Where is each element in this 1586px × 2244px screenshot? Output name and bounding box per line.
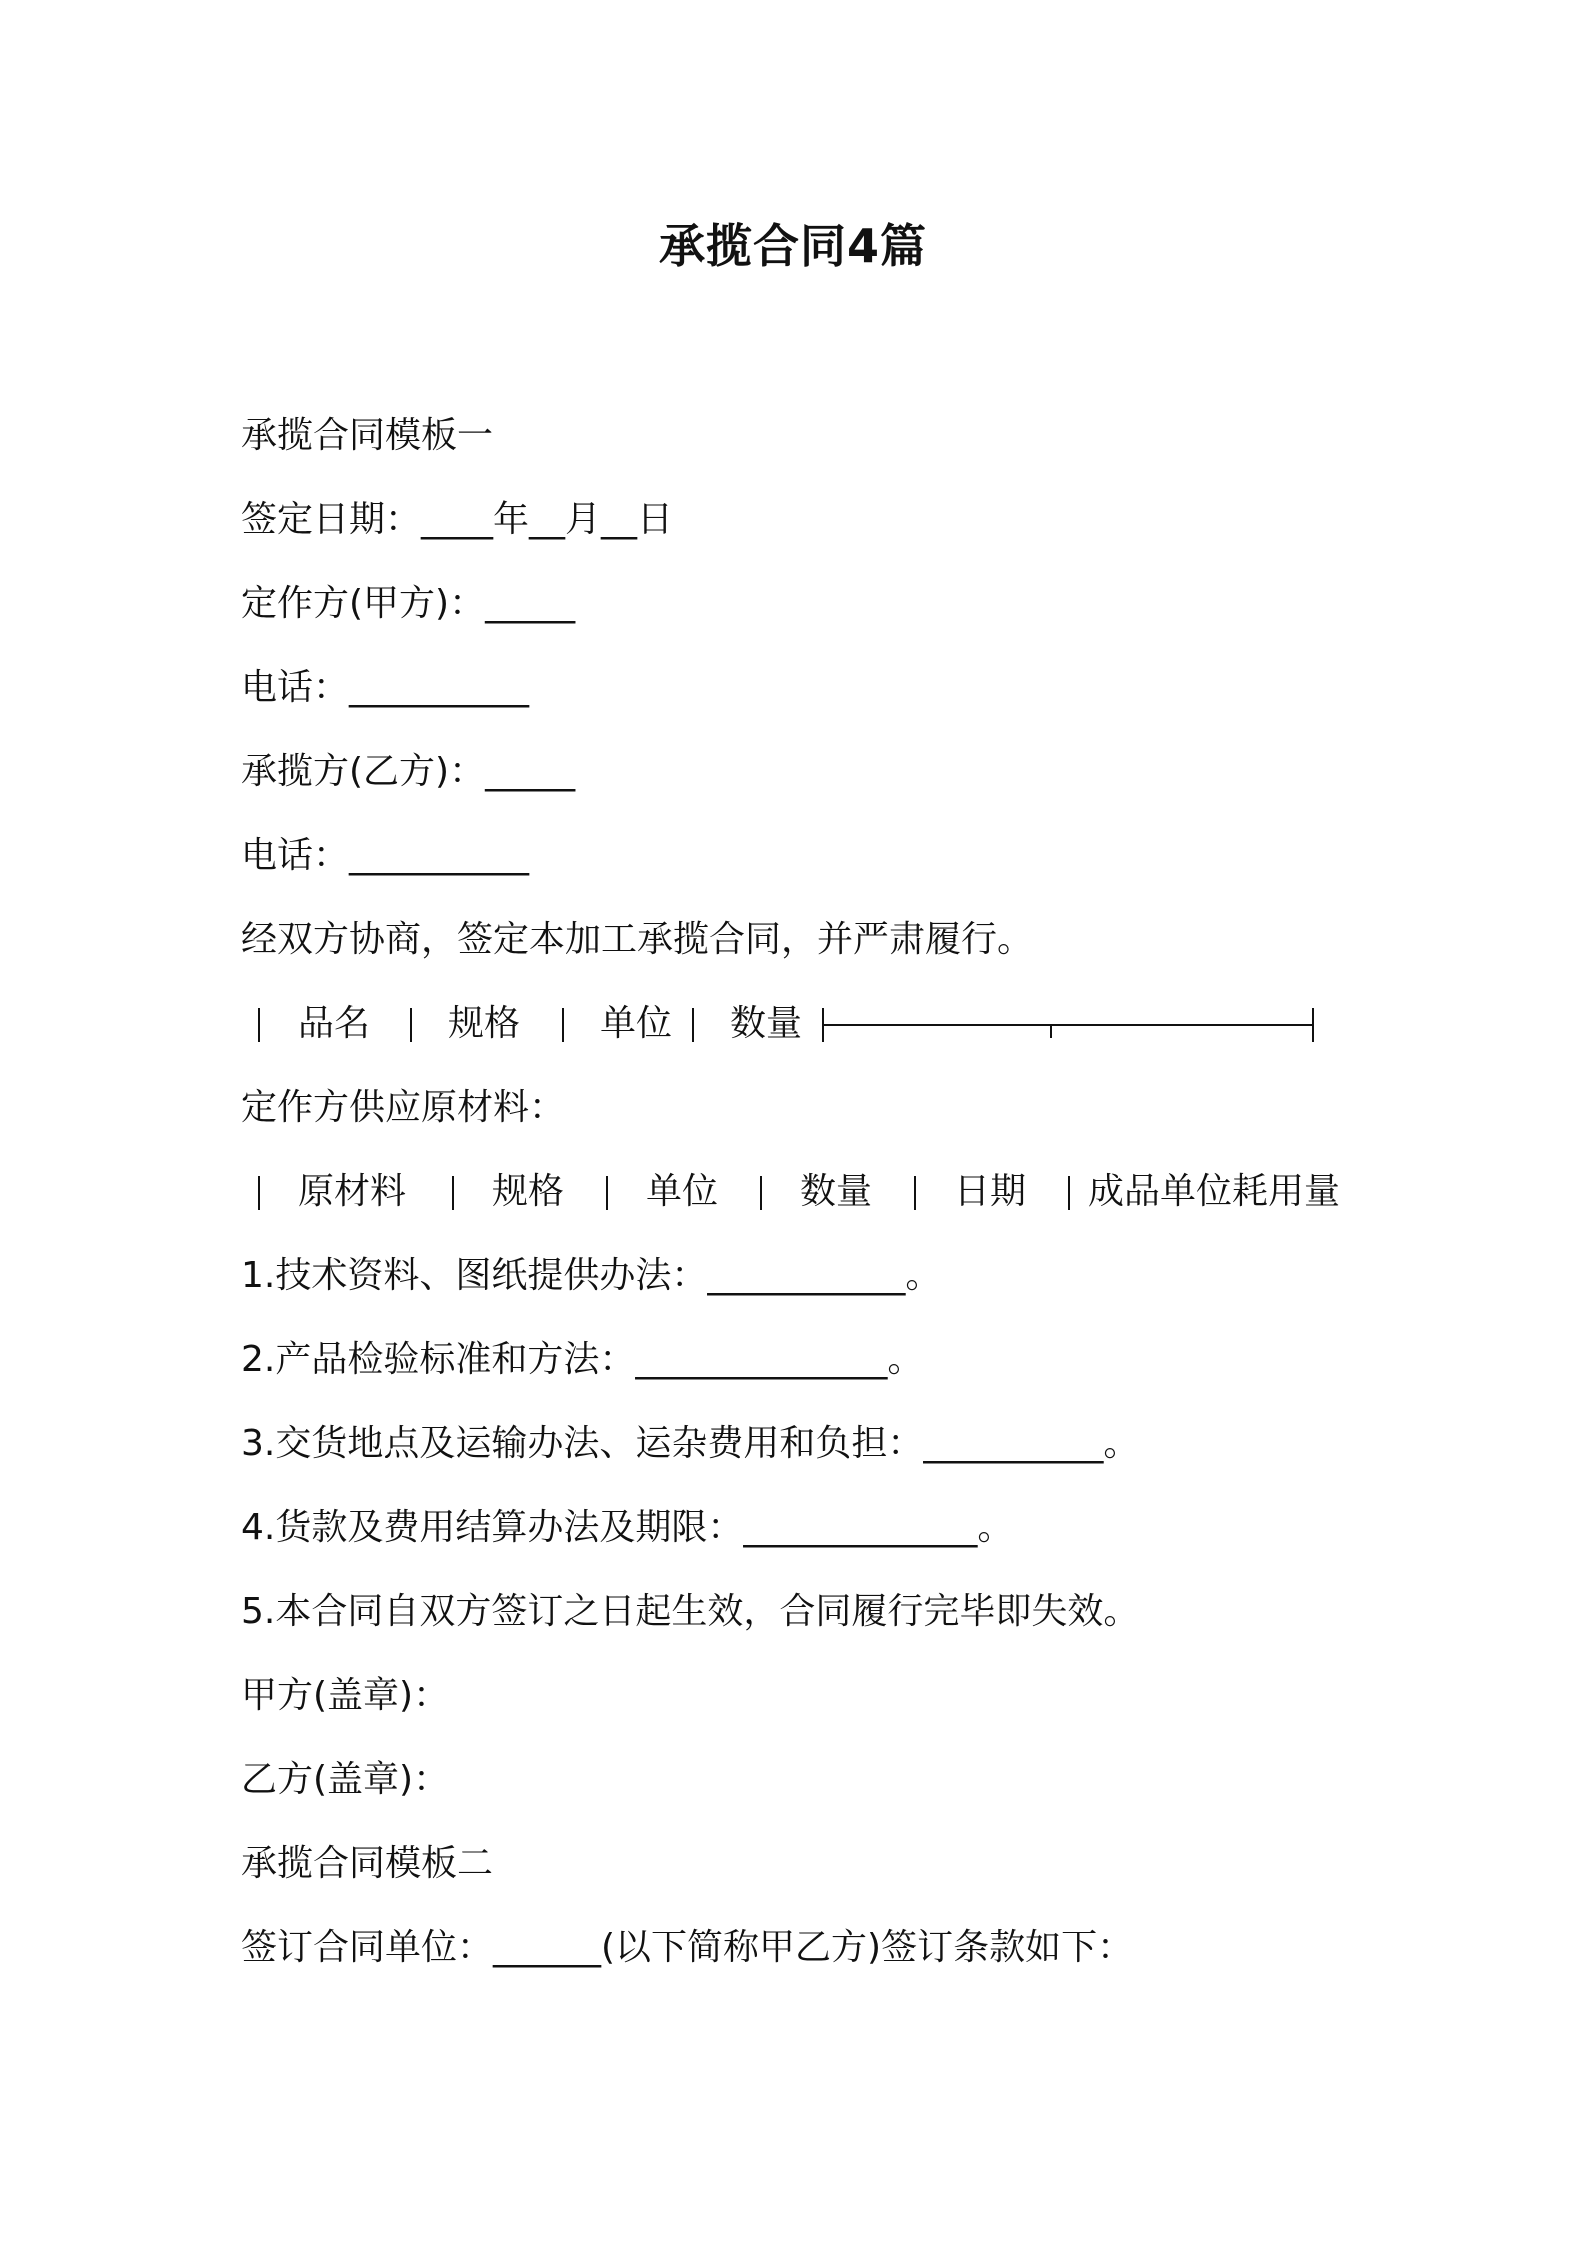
clause-2: 2.产品检验标准和方法：______________。 xyxy=(241,1339,924,1380)
table-header-cell: 单位 xyxy=(600,1003,673,1044)
table-tick xyxy=(1050,1024,1052,1038)
table-divider xyxy=(452,1176,454,1210)
materials-table-header xyxy=(0,1168,1586,1216)
table-header-cell: 单位 xyxy=(646,1171,719,1212)
template2-heading: 承揽合同模板二 xyxy=(241,1843,494,1884)
template2-first-line: 签订合同单位：______(以下简称甲乙方)签订条款如下： xyxy=(241,1927,1134,1968)
clause-5: 5.本合同自双方签订之日起生效，合同履行完毕即失效。 xyxy=(241,1591,1140,1632)
table-header-cell: 数量 xyxy=(800,1171,873,1212)
table-header-cell: 原材料 xyxy=(298,1171,407,1212)
table-divider xyxy=(1312,1008,1314,1042)
party-b-phone-line: 电话：__________ xyxy=(241,835,530,876)
party-a-line: 定作方(甲方)：_____ xyxy=(241,583,576,624)
table-header-cell: 成品单位耗用量 xyxy=(1088,1171,1341,1212)
table-divider xyxy=(258,1008,260,1042)
clause-4: 4.货款及费用结算办法及期限：_____________。 xyxy=(241,1507,1014,1548)
table-header-cell: 规格 xyxy=(492,1171,565,1212)
product-table-header xyxy=(0,1000,1586,1048)
signing-date-line: 签定日期：____年__月__日 xyxy=(241,499,674,540)
table-divider xyxy=(914,1176,916,1210)
document-title: 承揽合同4篇 xyxy=(658,219,927,273)
party-a-phone-line: 电话：__________ xyxy=(241,667,530,708)
party-b-seal-line: 乙方(盖章)： xyxy=(241,1759,450,1800)
party-a-seal-line: 甲方(盖章)： xyxy=(241,1675,450,1716)
table-header-cell: 日期 xyxy=(954,1171,1027,1212)
table-divider xyxy=(562,1008,564,1042)
clause-1: 1.技术资料、图纸提供办法：___________。 xyxy=(241,1255,942,1296)
agreement-intro-line: 经双方协商，签定本加工承揽合同，并严肃履行。 xyxy=(241,919,1034,960)
table-divider xyxy=(692,1008,694,1042)
supply-materials-label: 定作方供应原材料： xyxy=(241,1087,566,1128)
template1-heading: 承揽合同模板一 xyxy=(241,415,494,456)
table-divider xyxy=(606,1176,608,1210)
table-divider xyxy=(258,1176,260,1210)
table-divider xyxy=(760,1176,762,1210)
table-rule xyxy=(824,1024,1312,1026)
table-header-cell: 数量 xyxy=(730,1003,803,1044)
table-header-cell: 品名 xyxy=(298,1003,371,1044)
table-divider xyxy=(1068,1176,1070,1210)
party-b-line: 承揽方(乙方)：_____ xyxy=(241,751,576,792)
table-divider xyxy=(410,1008,412,1042)
clause-3: 3.交货地点及运输办法、运杂费用和负担：__________。 xyxy=(241,1423,1140,1464)
table-header-cell: 规格 xyxy=(448,1003,521,1044)
